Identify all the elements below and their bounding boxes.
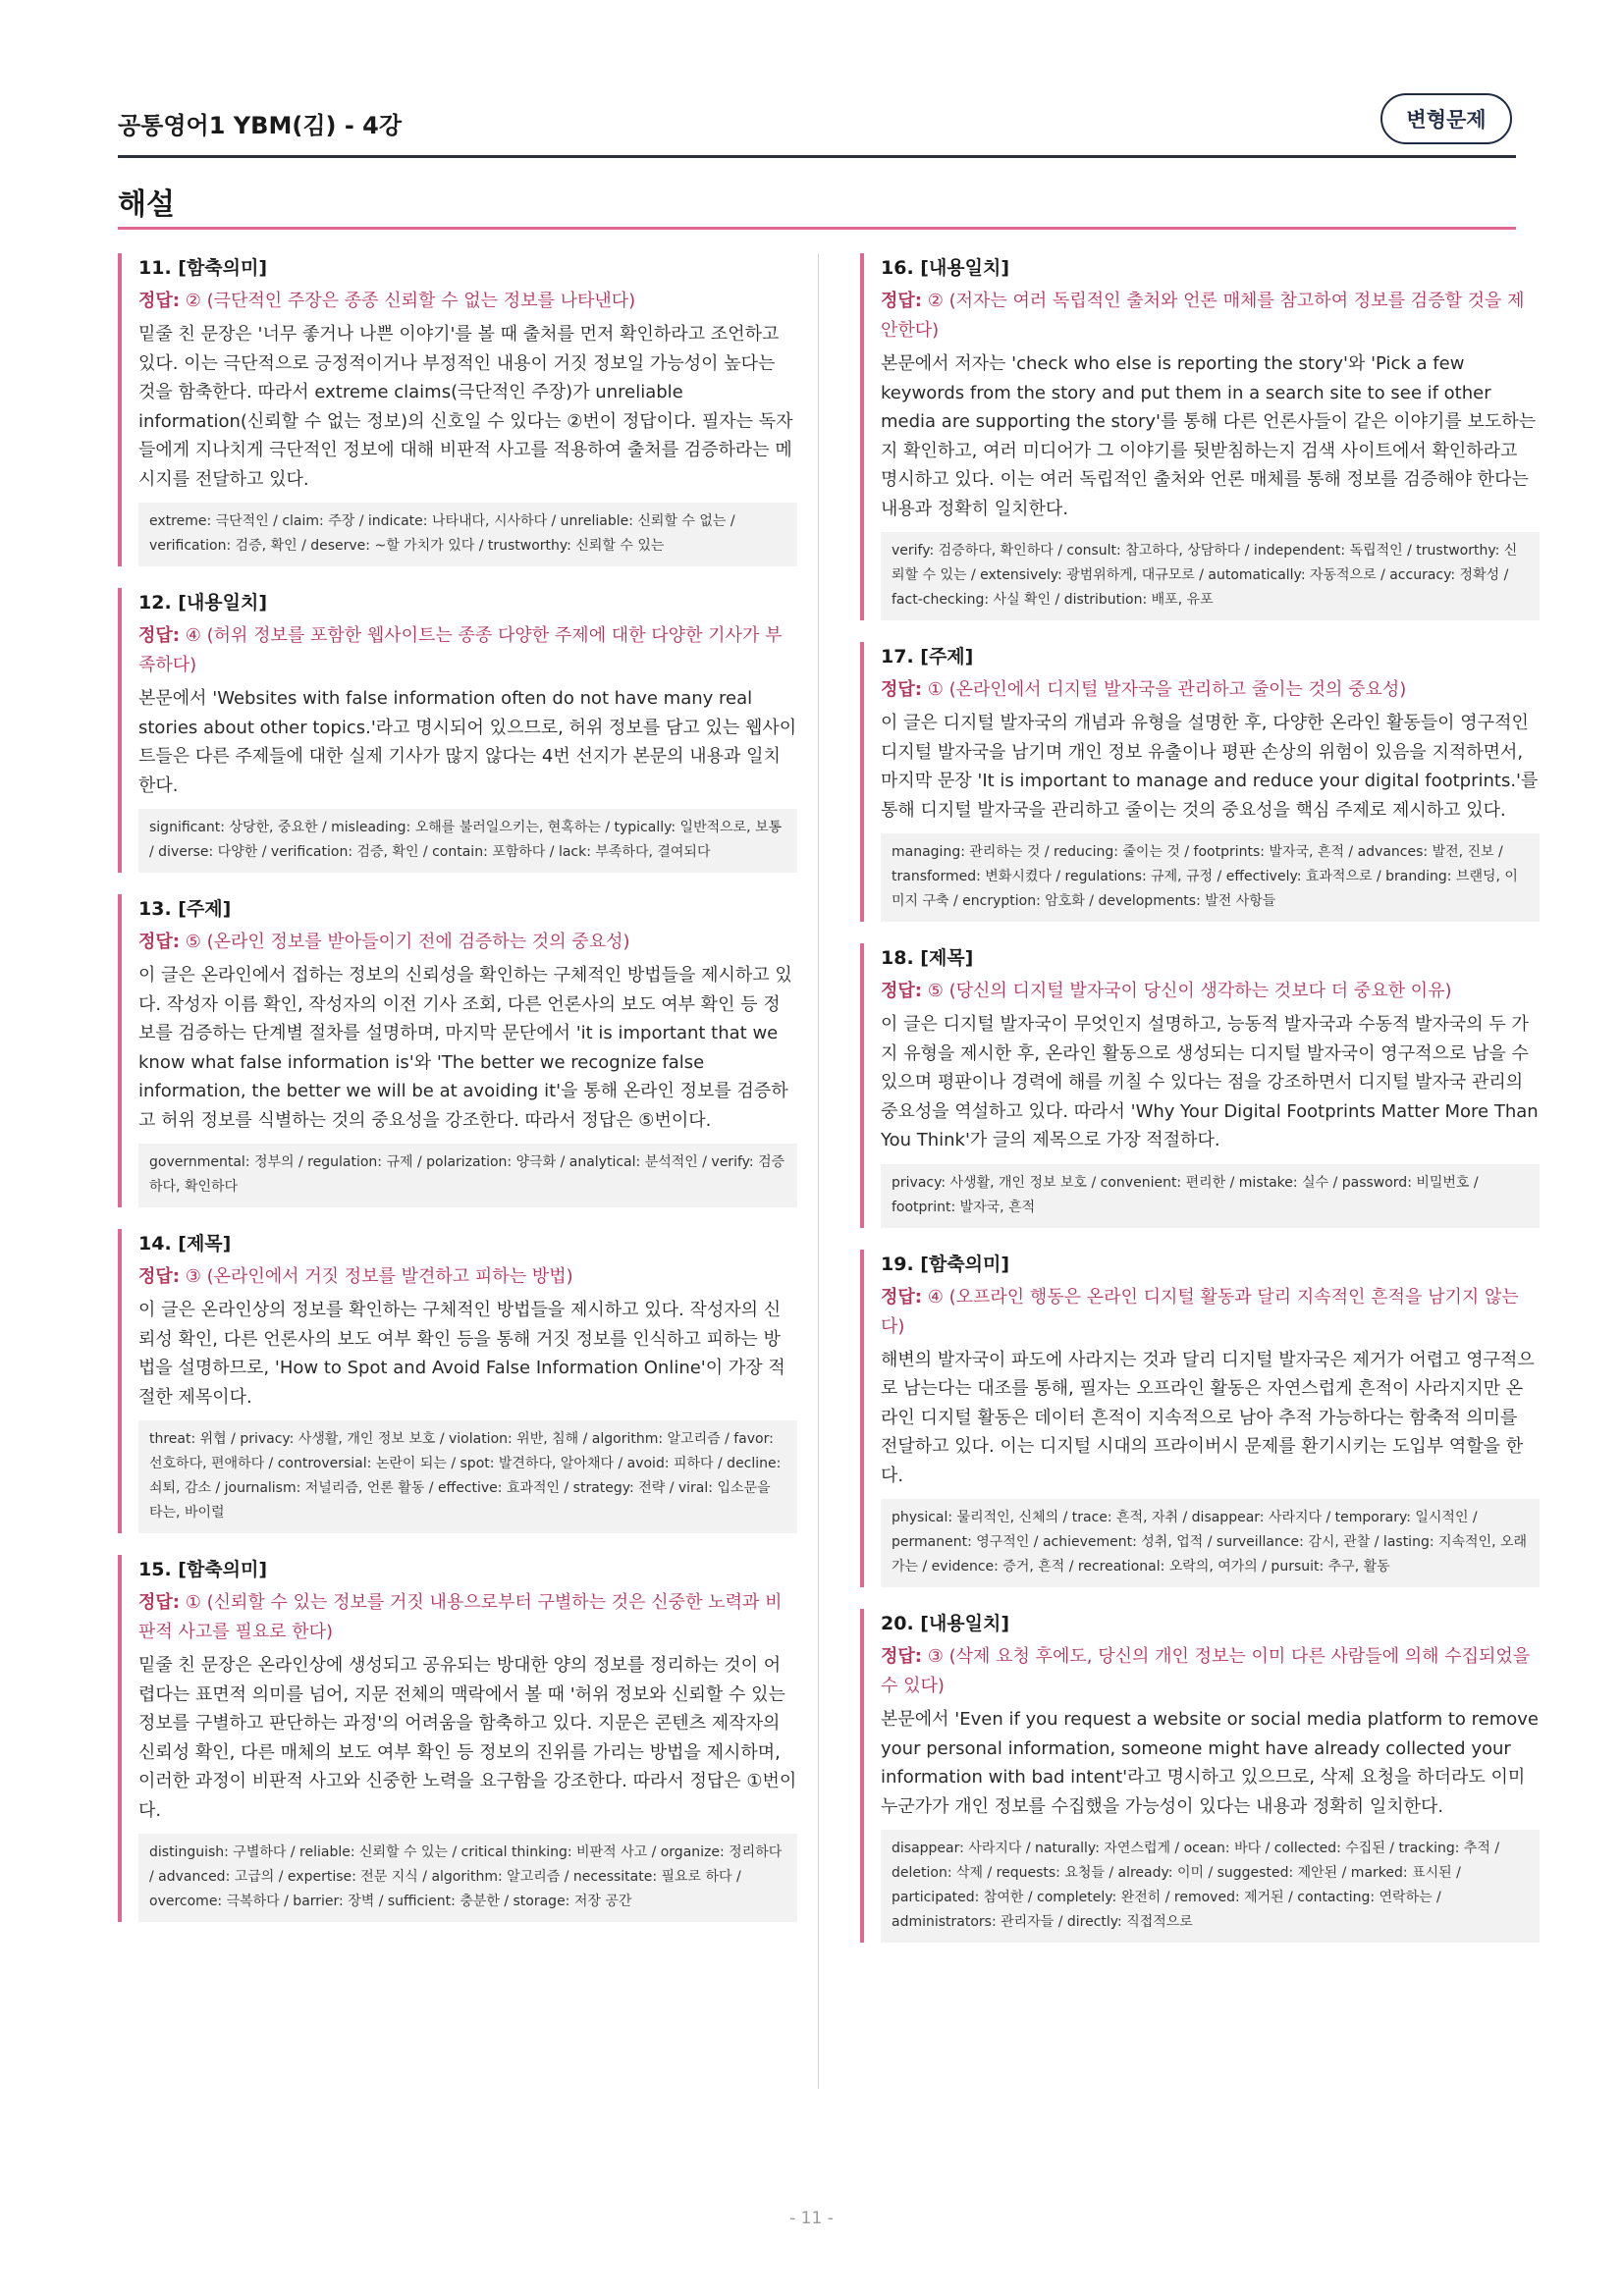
section-rule	[118, 227, 1516, 230]
page-number: - 11 -	[789, 2209, 834, 2228]
answer-label: 정답:	[138, 1266, 180, 1287]
question-16	[860, 253, 1540, 620]
variant-problem-badge: 변형문제	[1380, 93, 1512, 144]
answer-line	[881, 977, 1540, 1006]
column-divider	[818, 253, 819, 2089]
answer-line	[138, 1262, 797, 1292]
vocabulary-box: disappear: 사라지다 / naturally: 자연스럽게 / ocean: 바다 / collected: 수집된 / tracking: 추적 / deletion: 삭제 / requests: 요청들 / already: 이미 / suggested: 제안된 / marked: 표시된 / participated: 참여한 / completely: 완전히 / removed: 제거된 / contacting: 연락하는 / administrators: 관리자들 / directly: 직접적으로	[881, 1830, 1540, 1943]
answer-label: 정답:	[138, 291, 180, 311]
explanation-text: 이 글은 온라인에서 접하는 정보의 신뢰성을 확인하는 구체적인 방법들을 제시하고 있다. 작성자 이름 확인, 작성자의 이전 기사 조회, 다른 언론사의 보도 여부 확인 등 정보를 검증하는 단계별 절차를 설명하며, 마지막 문단에서 'it is important that we know what false information is'와 'The better we recognize false information, the better we will be at avoiding it'을 통해 온라인 정보를 검증하고 허위 정보를 식별하는 것의 중요성을 강조한다. 따라서 정답은 ⑤번이다.	[138, 965, 792, 1131]
answer-line	[881, 1642, 1540, 1701]
left-column	[118, 253, 797, 1944]
answer-label: 정답:	[138, 1592, 180, 1613]
vocabulary-box: threat: 위협 / privacy: 사생활, 개인 정보 보호 / violation: 위반, 침해 / algorithm: 알고리즘 / favor: 선호하다, 편애하다 / controversial: 논란이 되는 / spot: 발견하다, 알아채다 / avoid: 피하다 / decline: 쇠퇴, 감소 / journalism: 저널리즘, 언론 활동 / effective: 효과적인 / strategy: 전략 / viral: 입소문을 타는, 바이럴	[138, 1420, 797, 1533]
answer-label: 정답:	[138, 625, 180, 646]
question-11	[118, 253, 797, 566]
page-title: 공통영어1 YBM(김) - 4강	[118, 112, 403, 139]
vocabulary-box: distinguish: 구별하다 / reliable: 신뢰할 수 있는 / critical thinking: 비판적 사고 / organize: 정리하다 / advanced: 고급의 / expertise: 전문 지식 / algorithm: 알고리즘 / necessitate: 필요로 하다 / overcome: 극복하다 / barrier: 장벽 / sufficient: 충분한 / storage: 저장 공간	[138, 1834, 797, 1922]
answer-text: ② (저자는 여러 독립적인 출처와 언론 매체를 참고하여 정보를 검증할 것을 제안한다)	[881, 291, 1525, 341]
question-15	[118, 1555, 797, 1922]
answer-line	[881, 287, 1540, 346]
section-title: 해설	[118, 187, 175, 222]
explanation-text: 본문에서 저자는 'check who else is reporting the story'와 'Pick a few keywords from the story and put them in a search site to see if other media are supporting the story'를 통해 다른 언론사들이 같은 이야기를 보도하는지 확인하고, 여러 미디어가 그 이야기를 뒷받침하는지 검색 사이트에서 확인하라고 명시하고 있다. 이는 여러 독립적인 출처와 언론 매체를 통해 정보를 검증해야 한다는 내용과 정확히 일치한다.	[881, 353, 1537, 519]
answer-line	[881, 675, 1540, 705]
question-heading: 11. [함축의미]	[138, 257, 268, 279]
vocabulary-box: extreme: 극단적인 / claim: 주장 / indicate: 나타내다, 시사하다 / unreliable: 신뢰할 수 없는 / verification: 검증, 확인 / deserve: ~할 가치가 있다 / trustworthy: 신뢰할 수 있는	[138, 503, 797, 566]
question-heading: 20. [내용일치]	[881, 1613, 1010, 1634]
answer-text: ⑤ (당신의 디지털 발자국이 당신이 생각하는 것보다 더 중요한 이유)	[927, 981, 1452, 1001]
explanation-text: 본문에서 'Even if you request a website or social media platform to remove your personal information, someone might have already collected your information with bad intent'라고 명시하고 있으므로, 삭제 요청을 하더라도 이미 누군가가 개인 정보를 수집했을 가능성이 있다는 내용과 정확히 일치한다.	[881, 1709, 1539, 1817]
question-heading: 19. [함축의미]	[881, 1253, 1010, 1275]
vocabulary-box: managing: 관리하는 것 / reducing: 줄이는 것 / footprints: 발자국, 흔적 / advances: 발전, 진보 / transformed: 변화시켰다 / regulations: 규제, 규정 / effectively: 효과적으로 / branding: 브랜딩, 이미지 구축 / encryption: 암호화 / developments: 발전 사항들	[881, 833, 1540, 922]
answer-line	[138, 287, 797, 316]
answer-label: 정답:	[881, 1286, 922, 1308]
header-rule	[118, 155, 1516, 158]
explanation-text: 이 글은 디지털 발자국이 무엇인지 설명하고, 능동적 발자국과 수동적 발자국의 두 가지 유형을 제시한 후, 온라인 활동으로 생성되는 디지털 발자국이 영구적으로 남을 수 있으며 평판이나 경력에 해를 끼칠 수 있다는 점을 강조하면서 디지털 발자국 관리의 중요성을 역설하고 있다. 따라서 'Why Your Digital Footprints Matter More Than You Think'가 글의 제목으로 가장 적절하다.	[881, 1014, 1539, 1150]
answer-label: 정답:	[138, 932, 180, 952]
answer-text: ① (온라인에서 디지털 발자국을 관리하고 줄이는 것의 중요성)	[927, 679, 1407, 700]
answer-text: ④ (허위 정보를 포함한 웹사이트는 종종 다양한 주제에 대한 다양한 기사가 부족하다)	[138, 625, 783, 675]
question-heading: 16. [내용일치]	[881, 257, 1010, 279]
answer-text: ③ (삭제 요청 후에도, 당신의 개인 정보는 이미 다른 사람들에 의해 수집되었을 수 있다)	[881, 1646, 1531, 1696]
answer-line	[881, 1283, 1540, 1342]
question-heading: 14. [제목]	[138, 1233, 232, 1255]
vocabulary-box: significant: 상당한, 중요한 / misleading: 오해를 불러일으키는, 현혹하는 / typically: 일반적으로, 보통 / diverse: 다양한 / verification: 검증, 확인 / contain: 포함하다 / lack: 부족하다, 결여되다	[138, 809, 797, 873]
explanation-text: 밑줄 친 문장은 '너무 좋거나 나쁜 이야기'를 볼 때 출처를 먼저 확인하라고 조언하고 있다. 이는 극단적으로 긍정적이거나 부정적인 내용이 거짓 정보일 가능성이 높다는 것을 함축한다. 따라서 extreme claims(극단적인 주장)가 unreliable information(신뢰할 수 없는 정보)의 신호일 수 있다는 ②번이 정답이다. 필자는 독자들에게 지나치게 극단적인 정보에 대해 비판적 사고를 적용하여 출처를 검증하라는 메시지를 전달하고 있다.	[138, 324, 793, 490]
answer-label: 정답:	[881, 679, 922, 700]
question-20	[860, 1609, 1540, 1943]
question-14	[118, 1229, 797, 1533]
answer-line	[138, 1588, 797, 1647]
answer-label: 정답:	[881, 981, 922, 1001]
question-17	[860, 642, 1540, 922]
explanation-text: 본문에서 'Websites with false information often do not have many real stories about other topics.'라고 명시되어 있으므로, 허위 정보를 담고 있는 웹사이트들은 다른 주제들에 대한 실제 기사가 많지 않다는 4번 선지가 본문의 내용과 일치한다.	[138, 688, 797, 796]
answer-line	[138, 928, 797, 957]
answer-label: 정답:	[881, 1646, 922, 1667]
vocabulary-box: verify: 검증하다, 확인하다 / consult: 참고하다, 상담하다 / independent: 독립적인 / trustworthy: 신뢰할 수 있는 / extensively: 광범위하게, 대규모로 / automatically: 자동적으로 / accuracy: 정확성 / fact-checking: 사실 확인 / distribution: 배포, 유포	[881, 532, 1540, 620]
explanation-text: 이 글은 온라인상의 정보를 확인하는 구체적인 방법들을 제시하고 있다. 작성자의 신뢰성 확인, 다른 언론사의 보도 여부 확인 등을 통해 거짓 정보를 인식하고 피하는 방법을 설명하므로, 'How to Spot and Avoid False Information Online'이 가장 적절한 제목이다.	[138, 1300, 785, 1408]
vocabulary-box: privacy: 사생활, 개인 정보 보호 / convenient: 편리한 / mistake: 실수 / password: 비밀번호 / footprint: 발자국, 흔적	[881, 1164, 1540, 1228]
question-heading: 13. [주제]	[138, 898, 232, 920]
question-12	[118, 588, 797, 873]
question-18	[860, 943, 1540, 1228]
answer-text: ② (극단적인 주장은 종종 신뢰할 수 없는 정보를 나타낸다)	[185, 291, 636, 311]
answer-line	[138, 621, 797, 680]
answer-text: ⑤ (온라인 정보를 받아들이기 전에 검증하는 것의 중요성)	[185, 932, 630, 952]
question-heading: 12. [내용일치]	[138, 592, 268, 614]
answer-text: ③ (온라인에서 거짓 정보를 발견하고 피하는 방법)	[185, 1266, 573, 1287]
answer-label: 정답:	[881, 291, 922, 311]
question-heading: 18. [제목]	[881, 947, 974, 969]
question-19	[860, 1250, 1540, 1588]
answer-text: ① (신뢰할 수 있는 정보를 거짓 내용으로부터 구별하는 것은 신중한 노력과 비판적 사고를 필요로 한다)	[138, 1592, 783, 1642]
question-heading: 15. [함축의미]	[138, 1559, 268, 1580]
explanation-text: 이 글은 디지털 발자국의 개념과 유형을 설명한 후, 다양한 온라인 활동들이 영구적인 디지털 발자국을 남기며 개인 정보 유출이나 평판 손상의 위험이 있음을 지적하면서, 마지막 문장 'It is important to manage and reduce your digital footprints.'를 통해 디지털 발자국을 관리하고 줄이는 것의 중요성을 핵심 주제로 제시하고 있다.	[881, 713, 1539, 821]
explanation-text: 해변의 발자국이 파도에 사라지는 것과 달리 디지털 발자국은 제거가 어렵고 영구적으로 남는다는 대조를 통해, 필자는 오프라인 활동은 자연스럽게 흔적이 사라지지만 온라인 디지털 활동은 데이터 흔적이 지속적으로 남아 추적 가능하다는 함축적 의미를 전달하고 있다. 이는 디지털 시대의 프라이버시 문제를 환기시키는 도입부 역할을 한다.	[881, 1349, 1535, 1486]
answer-text: ④ (오프라인 행동은 온라인 디지털 활동과 달리 지속적인 흔적을 남기지 않는다)	[881, 1286, 1519, 1337]
vocabulary-box: physical: 물리적인, 신체의 / trace: 흔적, 자취 / disappear: 사라지다 / temporary: 일시적인 / permanent: 영구적인 / achievement: 성취, 업적 / surveillance: 감시, 관찰 / lasting: 지속적인, 오래가는 / evidence: 증거, 흔적 / recreational: 오락의, 여가의 / pursuit: 추구, 활동	[881, 1499, 1540, 1587]
question-13	[118, 894, 797, 1207]
vocabulary-box: governmental: 정부의 / regulation: 규제 / polarization: 양극화 / analytical: 분석적인 / verify: 검증하다, 확인하다	[138, 1144, 797, 1207]
explanation-text: 밑줄 친 문장은 온라인상에 생성되고 공유되는 방대한 양의 정보를 정리하는 것이 어렵다는 표면적 의미를 넘어, 지문 전체의 맥락에서 볼 때 '허위 정보와 신뢰할 수 있는 정보를 구별하고 판단하는 과정'의 어려움을 함축하고 있다. 지문은 콘텐츠 제작자의 신뢰성 확인, 다른 매체의 보도 여부 확인 등 정보의 진위를 가리는 방법을 제시하며, 이러한 과정이 비판적 사고와 신중한 노력을 요구함을 강조한다. 따라서 정답은 ①번이다.	[138, 1655, 797, 1821]
right-column	[860, 253, 1540, 1964]
question-heading: 17. [주제]	[881, 646, 974, 667]
